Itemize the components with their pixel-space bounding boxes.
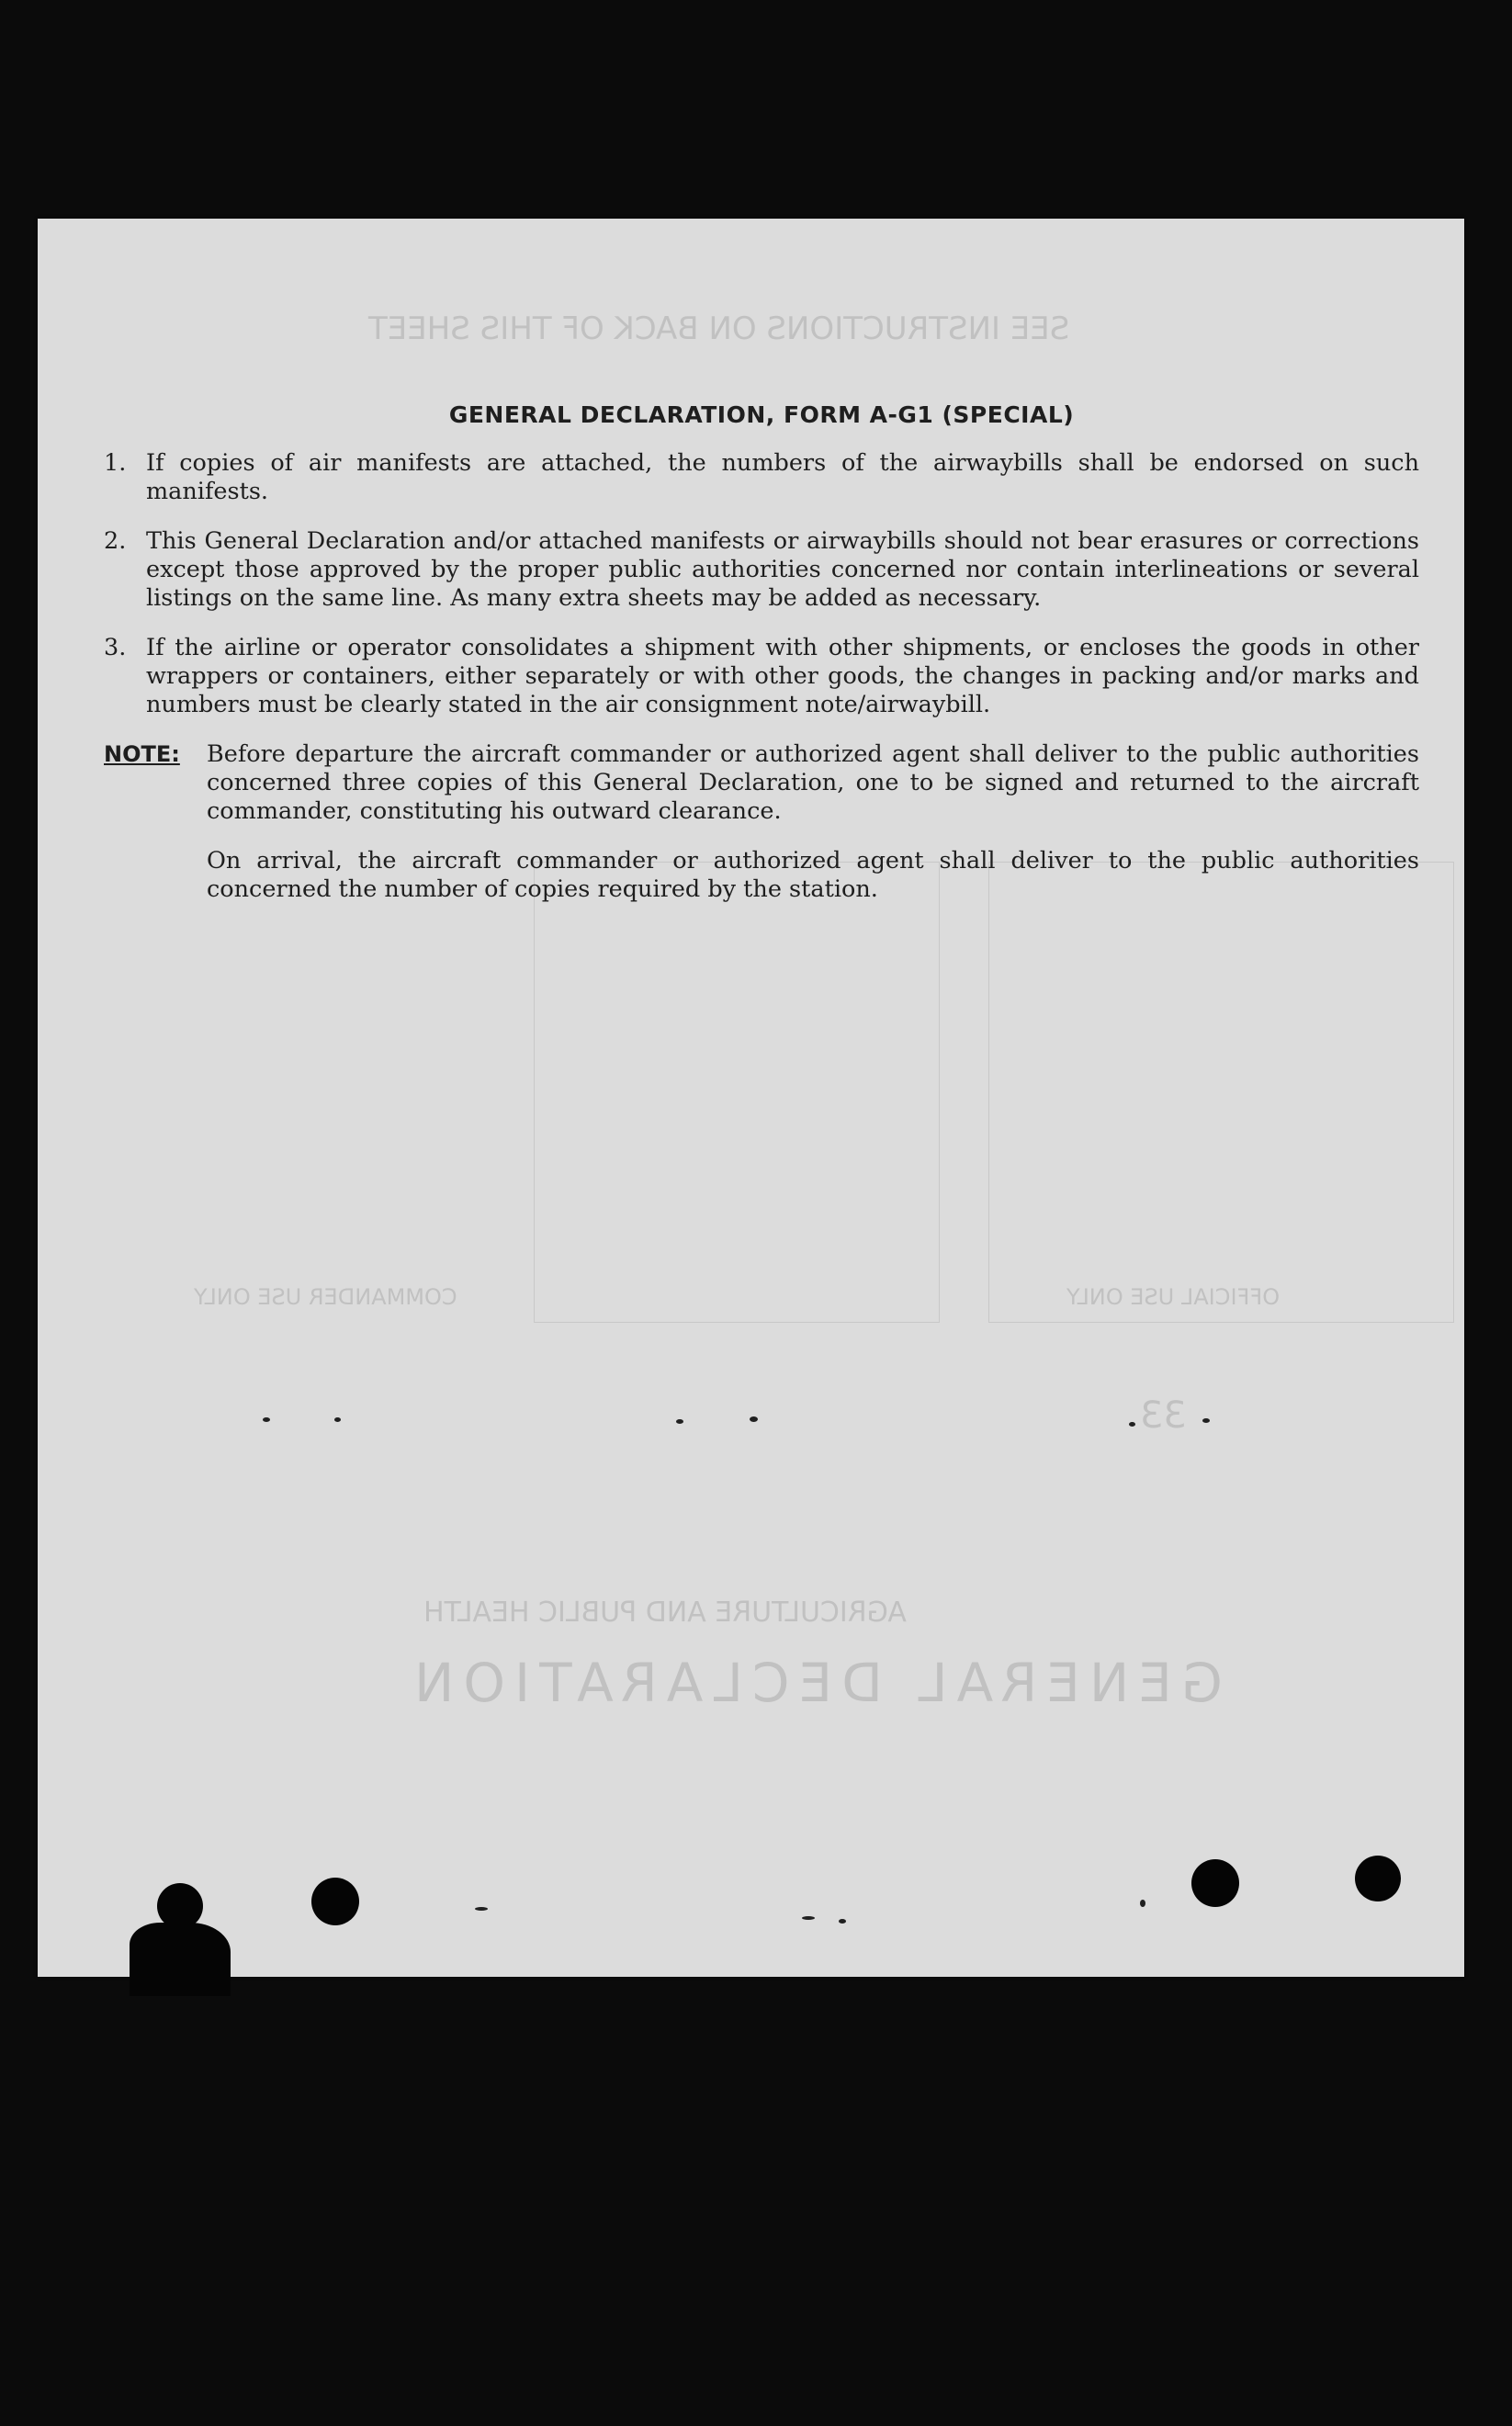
document-page bbox=[38, 219, 1464, 1977]
speck bbox=[475, 1907, 488, 1911]
note-body bbox=[207, 740, 1419, 925]
bleed-through-table-left bbox=[534, 862, 940, 1323]
speck bbox=[802, 1916, 815, 1920]
note-paragraph: Before departure the aircraft commander or authorized agent shall deliver to the public authorities concerned three copies of this General Declaration, one to be signed and returned to the aircraft commander, constituting his outward clearance. bbox=[207, 740, 1419, 825]
instructions-content bbox=[104, 401, 1419, 925]
item-number: 1. bbox=[104, 449, 127, 477]
note-section bbox=[104, 740, 1419, 925]
speck bbox=[1140, 1900, 1145, 1907]
bleed-through-line-3: AGRICULTURE AND PUBLIC HEALTH bbox=[423, 1597, 907, 1629]
bleed-through-line-1: COMMANDER USE ONLY bbox=[194, 1284, 457, 1310]
punch-hole bbox=[1191, 1859, 1239, 1907]
list-item bbox=[104, 634, 1419, 719]
list-item bbox=[104, 449, 1419, 506]
bleed-through-line-4: GENERAL DECLARATION bbox=[405, 1652, 1223, 1714]
speck bbox=[750, 1416, 758, 1422]
bleed-through-table-right bbox=[988, 862, 1454, 1323]
bleed-through-line-5: 33 bbox=[1140, 1394, 1187, 1437]
speck bbox=[1129, 1422, 1135, 1427]
speck bbox=[263, 1417, 270, 1422]
speck bbox=[334, 1417, 341, 1422]
item-text: If copies of air manifests are attached, the numbers of the airwaybills shall be endorsed on such manifests. bbox=[146, 449, 1419, 505]
bleed-through-line-2: OFFICIAL USE ONLY bbox=[1066, 1284, 1281, 1310]
punch-hole bbox=[1355, 1856, 1401, 1901]
speck bbox=[1202, 1418, 1210, 1423]
speck bbox=[676, 1419, 683, 1424]
torn-corner bbox=[130, 1923, 231, 1996]
speck bbox=[839, 1919, 846, 1924]
item-number: 2. bbox=[104, 527, 127, 555]
item-number: 3. bbox=[104, 634, 127, 661]
page-title: GENERAL DECLARATION, FORM A-G1 (SPECIAL) bbox=[448, 401, 1075, 428]
item-text: If the airline or operator consolidates a shipment with other shipments, or encloses the goods in other wrappers or containers, either separately or with other goods, the changes in packing and/or marks and numbers must be clearly stated in the air consignment note/airwaybill. bbox=[146, 634, 1419, 718]
note-paragraph: On arrival, the aircraft commander or authorized agent shall deliver to the public authorities concerned the number of copies required by the station. bbox=[207, 847, 1419, 903]
list-item bbox=[104, 527, 1419, 613]
bleed-through-heading: SEE INSTRUCTIONS ON BACK OF THIS SHEET bbox=[368, 310, 1070, 347]
item-text: This General Declaration and/or attached manifests or airwaybills should not bear erasures or corrections except those approved by the proper public authorities concerned nor contain interlineations or several listings on the same line. As many extra sheets may be added as necessary. bbox=[146, 527, 1419, 612]
note-label: NOTE: bbox=[104, 741, 180, 767]
punch-hole bbox=[311, 1878, 359, 1925]
